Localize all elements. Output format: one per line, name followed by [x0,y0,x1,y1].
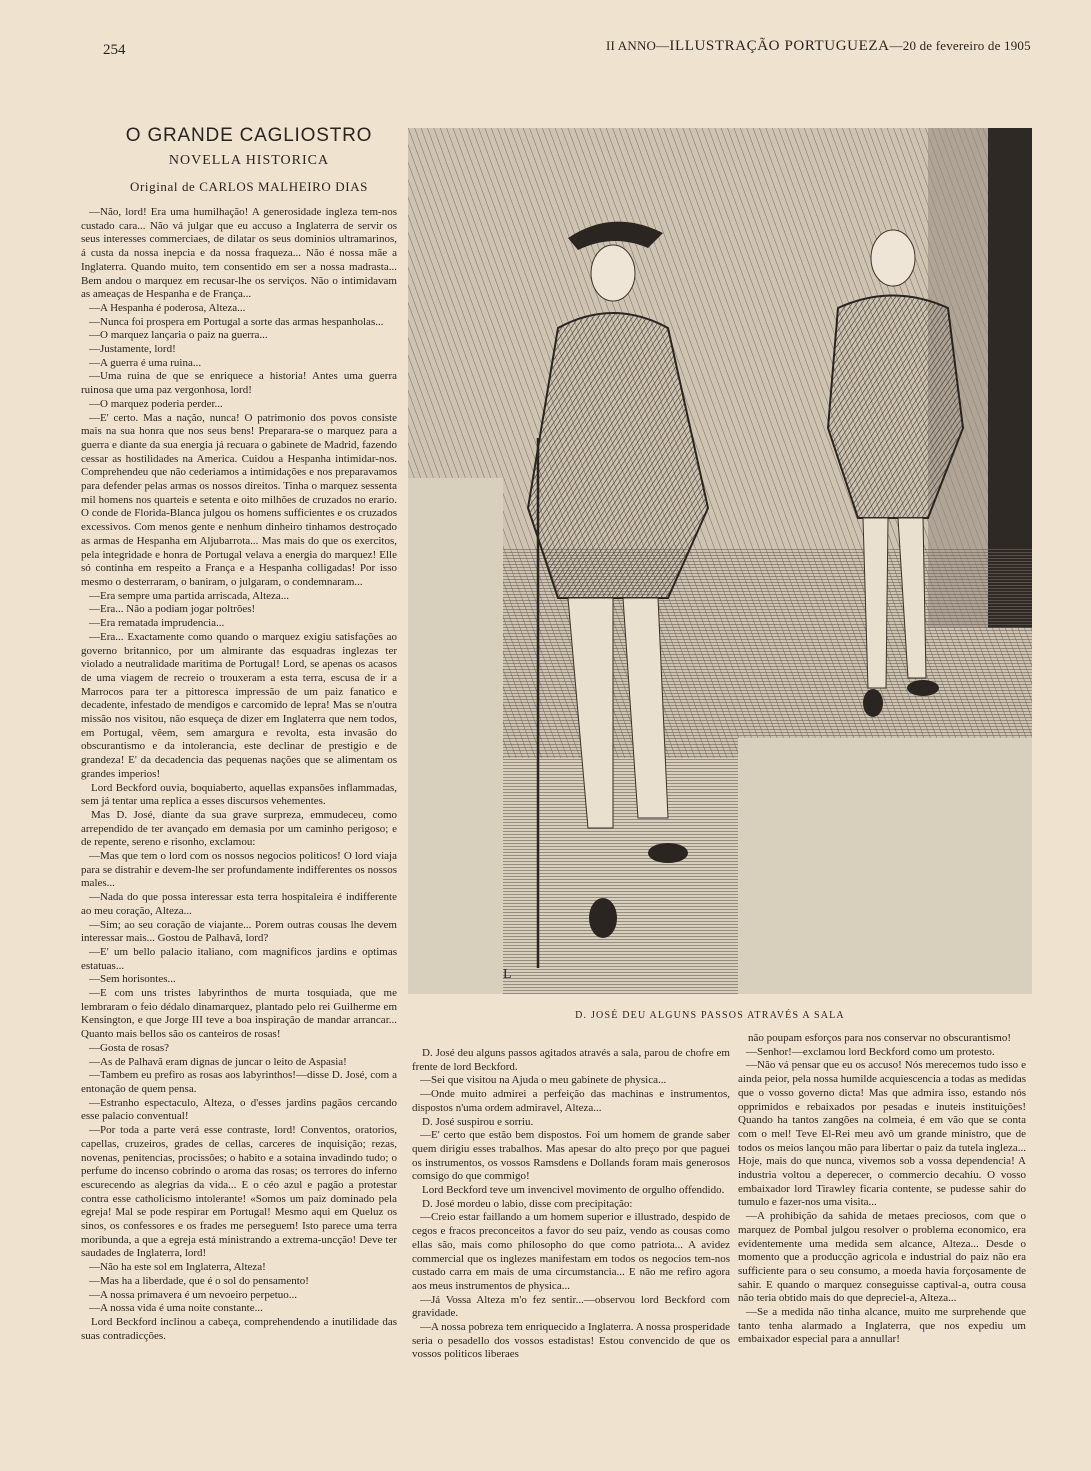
paragraph: —Não vá pensar que eu os accuso! Nós merecemos tudo isso e ainda peior, pela nossa humilde acquiescencia a todas as medidas que o vosso governo dicta! Mas que admira isso, estando nós opprimidos e rebaixados por pesadas e inuteis instituições! Quando ha tantos zangões na colmeia, é em vão que se conta com o mel! Teve El-Rei meu avô um grande ministro, que de todos os meios lançou mão para libertar o paiz da tutela ingleza... Hoje, mais do que nunca, vivemos sob a vossa dependencia! A industria voltou a deperecer, o commercio decahiu. O vosso embaixador lord Tirawley ficaria contente, se pudesse sahir do tumulo e fazer-nos uma visita... [738,1059,1026,1209]
article-subtitle: NOVELLA HISTORICA [168,153,330,168]
paragraph: —E' certo que estão bem dispostos. Foi um homem de grande saber quem dirigiu esses trabalhos. Mas apesar do alto preço por que paguei os instrumentos, os vossos Ramsdens e Dollands foram mais generosos comsigo do que commigo! [412,1129,730,1183]
paragraph: —Não, lord! Era uma humilhação! A generosidade ingleza tem-nos custado cara... Não vá julgar que eu accuso a Inglaterra de servir os seus interesses commerciaes, de dilatar os seus dominios ultramarinos, á custa da nossa inepcia e da nossa fraqueza... Não é nossa mãe a Inglaterra. Quando muito, tem consentido em ser a nossa madrasta... Bem andou o marquez em recusar-lhe os serviços. Não o intimidavam as ameaças de Hespanha e de França... [81,206,397,301]
paragraph: —O marquez poderia perder... [89,397,223,410]
paragraph: —Já Vossa Alteza m'o fez sentir...—observou lord Beckford com gravidade. [412,1293,730,1320]
paragraph: D. José mordeu o labio, disse com precipitação: [422,1197,633,1210]
artist-signature: L [503,967,512,982]
paragraph: —Por toda a parte verá esse contraste, lord! Conventos, oratorios, capellas, cruzeiros, grades de cellas, carceres de inquisição; rezas, novenas, penitencias, procissões; o habito e a sotaina invadindo tudo; o perfume do incenso cobrindo o aroma das rosas; os terrores do inferno escurecendo as alegrias da vida... E o céo azul e pagão a protestar contra esse catholicismo intolerante! «Somos um paiz dominado pela egreja! Mal se pode respirar em Portugal! Mesmo aqui em Queluz os sinos, os confessores e os frades me perseguem! Isto parece uma terra moribunda, a que a egreja está ministrando a extrema-uncção! Deve ter saudades de Inglaterra, lord! [81,1124,397,1260]
paragraph: —Nada do que possa interessar esta terra hospitaleira é indifferente ao meu coração, Alteza... [81,891,397,917]
paragraph: —A prohibição da sahida de metaes preciosos, com que o marquez de Pombal julgou resolver o problema economico, era evidentemente uma medida sem alcance, Alteza... Desde o momento que a producção agricola e industrial do paiz não era sufficiente para o seu consumo, a moeda havia forçosamente de sahir. E quando o marquez conseguisse captival-a, outra cousa não teria obtido mais do que depreciel-a, Alteza... [738,1210,1026,1305]
running-header [606,38,1031,55]
paragraph: —Sim; ao seu coração de viajante... Porem outras cousas lhe devem interessar mais... Gostou de Palhavã, lord? [81,918,397,945]
paragraph: —A nossa pobreza tem enriquecido a Inglaterra. A nossa prosperidade seria o pesadello dos vossos estadistas! Estou convencido de que os vossos politicos liberaes [412,1321,730,1361]
paragraph: —Mas que tem o lord com os nossos negocios politicos! O lord viaja para se distrahir e devem-lhe ser profundamente indifferentes os nossos males... [81,850,397,890]
paragraph: —Uma ruina de que se enriquece a historia! Antes uma guerra ruinosa que uma paz vergonhosa, lord! [81,370,397,397]
issue-date: —20 de fevereiro de 1905 [889,38,1031,53]
paragraph: Lord Beckford ouvia, boquiaberto, aquellas expansões inflammadas, sem já tentar uma replica a esses discursos vehementes. [81,781,397,808]
paragraph: Lord Beckford teve um invencivel movimento de orgulho offendido. [422,1184,725,1197]
paragraph: —Não ha este sol em Inglaterra, Alteza! [89,1261,266,1274]
paragraph: —Gosta de rosas? [89,1041,170,1054]
article-byline: Original de CARLOS MALHEIRO DIAS [129,179,369,194]
paragraph: —Era... Não a podiam jogar poltrões! [89,603,256,616]
paragraph: —A guerra é uma ruina... [89,356,202,369]
paragraph: —Justamente, lord! [89,343,176,356]
paragraph: —Sem horisontes... [89,973,176,986]
paragraph: D. José suspirou e sorriu. [422,1115,534,1128]
paragraph: D. José deu alguns passos agitados através a sala, parou de chofre em frente de lord Beckford. [412,1047,730,1073]
paragraph: —Onde muito admirei a perfeição das machinas e instrumentos, dispostos n'uma ordem admiravel, Alteza... [412,1088,730,1114]
paragraph: —Era... Exactamente como quando o marquez exigiu satisfações ao governo britannico, por um almirante das esquadras inglezas ter violado a neutralidade maritima de Portugal! Lord, se apenas os acasos de uma viagem de recreio o trouxeram a esta terra, escusa de ir a Marrocos para ter a pittoresca impressão de um paiz fanatico e decadente, infestado de mendigos e carcomido de lepra! Mas se n'outra missão nos visitou, não esqueça de dizer em Inglaterra que nem todos, em Portugal, vêem, sem amargura e revolta, esta invasão do obscurantismo e da intolerancia, este declinar de prestigio e de grandeza! E' da decadencia das pequenas nações que se alimentam os grandes imperios! [81,630,397,780]
paragraph: —A nossa primavera é um nevoeiro perpetuo... [89,1288,298,1301]
paragraph: —Tambem eu prefiro as rosas aos labyrinthos!—disse D. José, com a entonação de quem pensa. [81,1069,397,1095]
page-number: 254 [103,42,126,58]
paragraph: —A Hespanha é poderosa, Alteza... [89,301,246,314]
paragraph: —Se a medida não tinha alcance, muito me surprehende que tanto tenha alarmado a Inglaterra, que nos expediu um embaixador especial para a annullar! [738,1306,1026,1346]
paragraph: Lord Beckford inclinou a cabeça, comprehendendo a inutilidade das suas contradicções. [81,1315,397,1342]
article-heading [107,125,391,195]
issue-label: II ANNO— [606,38,670,53]
paragraph: —Estranho espectaculo, Alteza, o d'esses jardins pagãos cercando esse palacio conventual! [81,1096,397,1123]
paragraph: —E' um bello palacio italiano, com magnificos jardins e optimas estatuas... [81,945,397,972]
paragraph: —E com uns tristes labyrinthos de murta tosquiada, que me lembraram o feio dédalo dinamarquez, plantado pelo rei Guilherme em Kensington, e que Jorge III teve a boa inspiração de mandar arrancar... Quanto mais bellos são os canteiros de rosas! [81,987,397,1041]
article-title: O GRANDE CAGLIOSTRO [125,125,373,146]
paragraph: não poupam esforços para nos conservar no obscurantismo! [748,1032,1012,1044]
paragraph: Mas D. José, diante da sua grave surpreza, emmudeceu, como arrependido de ter avançado em demasia por um caminho perigoso; e de repente, sereno e risonho, exclamou: [81,808,397,849]
paragraph: —As de Palhavã eram dignas de juncar o leito de Aspasia! [89,1055,347,1068]
paragraph: —Sei que visitou na Ajuda o meu gabinete de physica... [420,1074,667,1087]
magazine-name: ILLUSTRAÇÃO PORTUGUEZA [669,38,890,54]
paragraph: —A nossa vida é uma noite constante... [89,1302,263,1315]
text-column-3 [738,1032,1026,1387]
text-column-1 [81,206,397,1381]
text-column-2 [412,1047,730,1387]
paragraph: —Creio estar faillando a um homem superior e illustrado, despido de cegos e fracos preconceitos a favor do seu paiz, vendo as cousas como ellas são, mais como philosopho do que como patriota... A avidez commercial que os inglezes manifestam em todos os negocios tem-nos custado carra em mais de uma circumstancia... E não me refiro agora aos meus instrumentos de physica... [412,1211,730,1292]
illustration [408,128,1032,994]
paragraph: —Mas ha a liberdade, que é o sol do pensamento! [89,1274,309,1287]
paragraph: —Senhor!—exclamou lord Beckford como um protesto. [746,1045,995,1058]
paragraph: —Era rematada imprudencia... [89,617,225,630]
paragraph: —Nunca foi prospera em Portugal a sorte das armas hespanholas... [89,315,384,328]
paragraph: —O marquez lançaria o paiz na guerra... [89,329,268,342]
illustration-caption: D. JOSÉ DEU ALGUNS PASSOS ATRAVÉS A SALA [575,1010,845,1021]
paragraph: —Era sempre uma partida arriscada, Alteza... [89,589,290,602]
paragraph: —E' certo. Mas a nação, nunca! O patrimonio dos povos consiste mais na sua honra que nos seus bens! Preparara-se o marquez para a guerra e diante da sua energia já recuara o gabinete de Madrid, fazendo cessar as hostilidades na America. Cuidou a Hespanha intimidar-nos. Comprehendeu que não cederiamos a intimidações e nos preparavamos para defender pelas armas os nossos direitos. Tinha o marquez sessenta mil homens nos quarteis e setenta e oito milhões de cruzados no erario. O conde de Florida-Blanca julgou os homens sufficientes e os cruzados excessivos. Com menos gente e nenhum dinheiro tinhamos destroçado as armas de Hespanha em Aljubarrota... Mas mais do que os exercitos, pela integridade e honra de Portugal velava a energia do marquez! Elle só continha em respeito a França e a Hespanha colligadas! Por isso mesmo o desterraram, o baniram, o julgaram, o condemnaram... [81,411,397,588]
